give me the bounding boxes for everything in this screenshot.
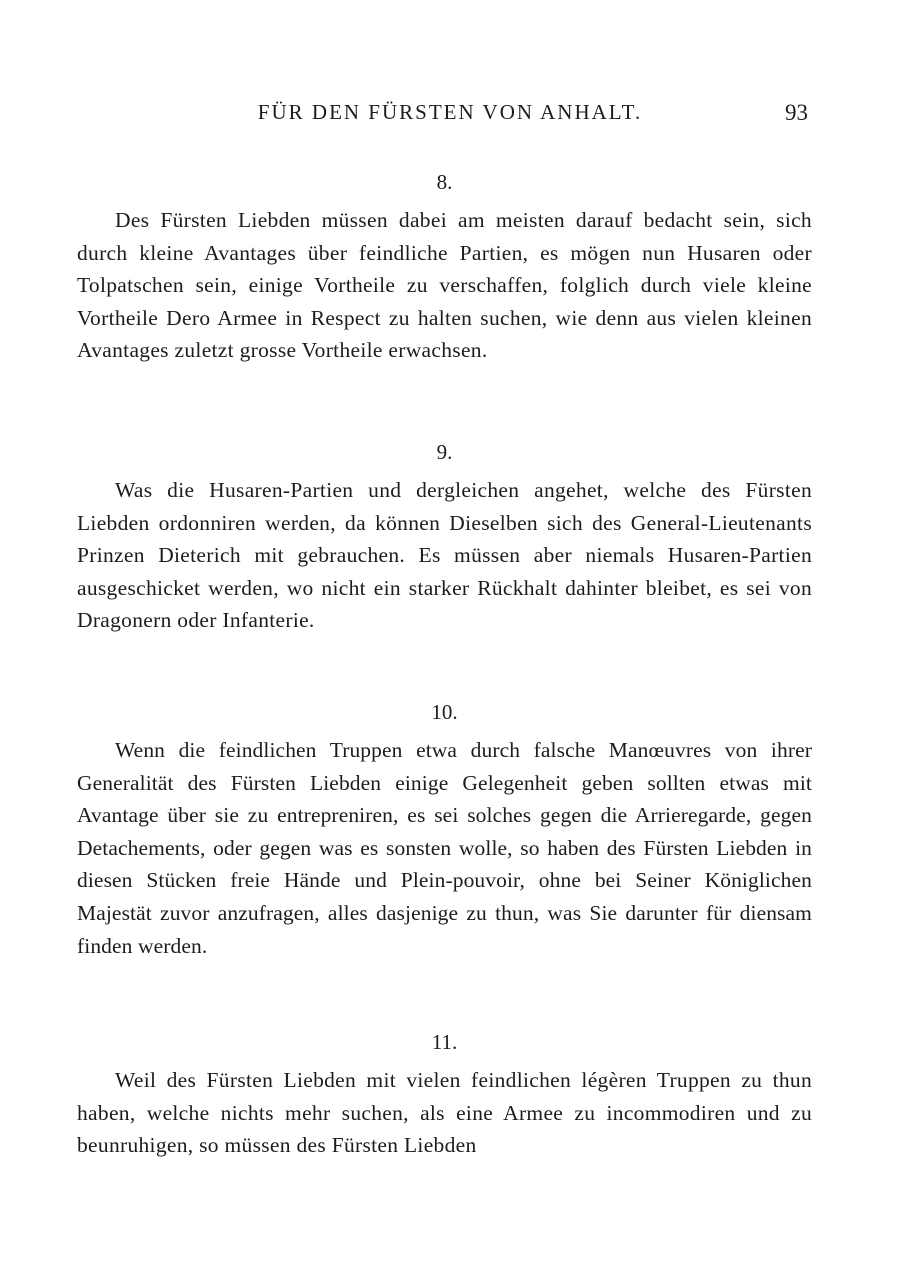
section-paragraph: Was die Husaren-Partien und dergleichen angehet, welche des Fürsten Liebden ordonniren werden, da können Dieselben sich des General-Lieutenants Prinzen Dieterich mit gebrauchen. Es müssen aber niemals Husaren-Partien ausgeschicket werden, wo nicht ein starker Rückhalt dahinter bleibet, es sei von Dragonern oder Infanterie. <box>77 478 812 633</box>
running-title: FÜR DEN FÜRSTEN VON ANHALT. <box>257 100 643 124</box>
section-number: 9. <box>436 440 453 464</box>
page-number: 93 <box>785 100 808 125</box>
section-paragraph: Wenn die feindlichen Truppen etwa durch falsche Manœuvres von ihrer Generalität des Fürsten Liebden einige Gelegenheit geben sollten etwas mit Avantage über sie zu entrepreniren, es sei solches gegen die Arrieregarde, gegen Detachements, oder gegen was es sonsten wolle, so haben des Fürsten Liebden in diesen Stücken freie Hände und Plein-pouvoir, ohne bei Seiner Königlichen Majestät zuvor anzufragen, alles dasjenige zu thun, was Sie darunter für diensam finden werden. <box>77 738 812 958</box>
section-paragraph: Weil des Fürsten Liebden mit vielen feindlichen légèren Truppen zu thun haben, welche nichts mehr suchen, als eine Armee zu incommodiren und zu beunruhigen, so müssen des Fürsten Liebden <box>77 1068 812 1158</box>
section-number: 10. <box>431 700 458 724</box>
running-head <box>0 100 900 130</box>
section-number: 11. <box>431 1030 458 1054</box>
section-paragraph: Des Fürsten Liebden müssen dabei am meisten darauf bedacht sein, sich durch kleine Avantages über feindliche Partien, es mögen nun Husaren oder Tolpatschen sein, einige Vortheile zu verschaffen, folglich durch viele kleine Vortheile Dero Armee in Respect zu halten suchen, wie denn aus vielen kleinen Avantages zuletzt grosse Vortheile erwachsen. <box>77 208 812 363</box>
section-number: 8. <box>436 170 453 194</box>
section-10 <box>77 697 812 962</box>
section-8 <box>77 167 812 367</box>
section-11 <box>77 1027 812 1162</box>
section-9 <box>77 437 812 637</box>
